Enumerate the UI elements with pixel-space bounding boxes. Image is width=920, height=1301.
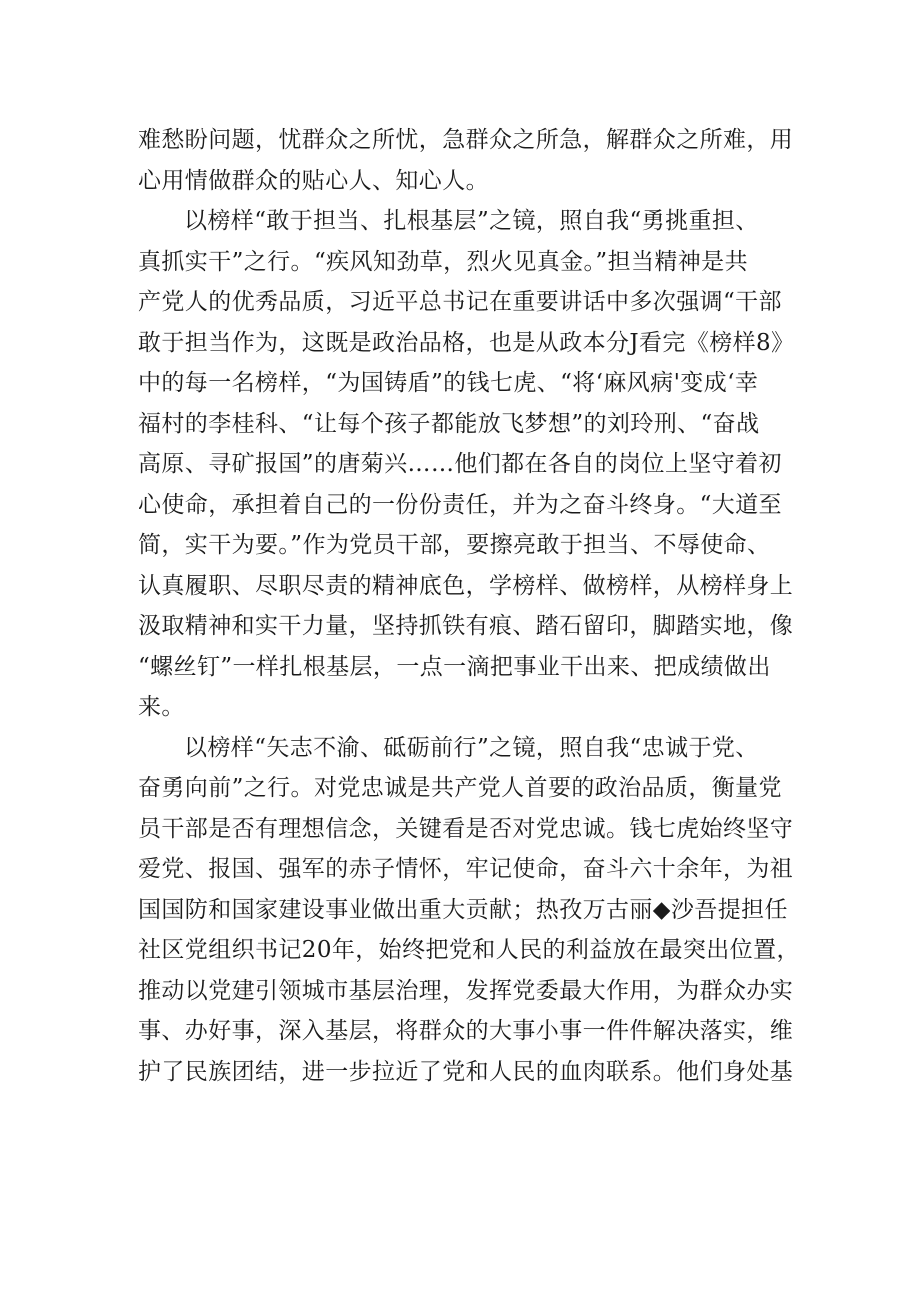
text-line: 事、办好事，深入基层，将群众的大事小事一件件解决落实，维 — [138, 1018, 794, 1044]
text-line: 奋勇向前”之行。对党忠诚是共产党人首要的政治品质，衡量党 — [138, 775, 782, 801]
text-line: 以榜样“敢于担当、扎根基层”之镜，照自我“勇挑重担、 — [184, 208, 759, 234]
text-line: 心用情做群众的贴心人、知心人。 — [138, 167, 489, 194]
text-line: “螺丝钉”一样扎根基层，一点一滴把事业干出来、把成绩做出 — [138, 653, 771, 680]
text-line: 国国防和国家建设事业做出重大贡献；热孜万古丽◆沙吾提担任 — [138, 896, 788, 923]
text-line: 认真履职、尽职尽责的精神底色，学榜样、做榜样，从榜样身上 — [138, 572, 794, 599]
text-line: 真抓实干”之行。“疾风知劲草，烈火见真金。”担当精神是共 — [138, 248, 748, 275]
text-line: 员干部是否有理想信念，关键看是否对党忠诚。钱七虎始终坚守 — [138, 815, 794, 842]
text-line: 敢于担当作为，这既是政治品格，也是从政本分J看完《榜样8》 — [138, 329, 795, 356]
text-line: 中的每一名榜样，“为国铸盾”的钱七虎、“将‘麻风病'变成‘幸 — [138, 370, 759, 396]
text-line: 推动以党建引领城市基层治理，发挥党委最大作用，为群众办实 — [138, 977, 794, 1004]
text-line: 护了民族团结，进一步拉近了党和人民的血肉联系。他们身处基 — [138, 1058, 794, 1085]
paragraph-3 — [138, 728, 800, 1093]
text-line: 汲取精神和实干力量，坚持抓铁有痕、踏石留印，脚踏实地，像 — [138, 613, 794, 639]
text-line: 来。 — [138, 694, 185, 720]
text-line: 产党人的优秀品质，习近平总书记在重要讲话中多次强调“干部 — [138, 289, 782, 315]
document-body — [138, 120, 800, 1092]
paragraph-2 — [138, 201, 793, 728]
text-line: 难愁盼问题，忧群众之所忧，急群众之所急，解群众之所难，用 — [138, 127, 794, 153]
text-line: 心使命，承担着自己的一份份责任，并为之奋斗终身。“大道至 — [138, 491, 782, 518]
paragraph-1 — [138, 120, 793, 201]
text-line: 高原、寻矿报国”的唐菊兴……他们都在各自的岗位上坚守着初 — [138, 451, 782, 477]
text-line: 以榜样“矢志不渝、砥砺前行”之镜，照自我“忠诚于党、 — [184, 734, 759, 761]
text-line: 爱党、报国、强军的赤子情怀，牢记使命，奋斗六十余年，为祖 — [138, 856, 794, 882]
text-line: 福村的李桂科、“让每个孩子都能放飞梦想”的刘玲刑、“奋战 — [138, 410, 760, 437]
text-line: 简，实干为要。”作为党员干部，要擦亮敢于担当、不辱使命、 — [138, 532, 771, 558]
text-line: 社区党组织书记20年，始终把党和人民的利益放在最突出位置， — [138, 937, 800, 963]
